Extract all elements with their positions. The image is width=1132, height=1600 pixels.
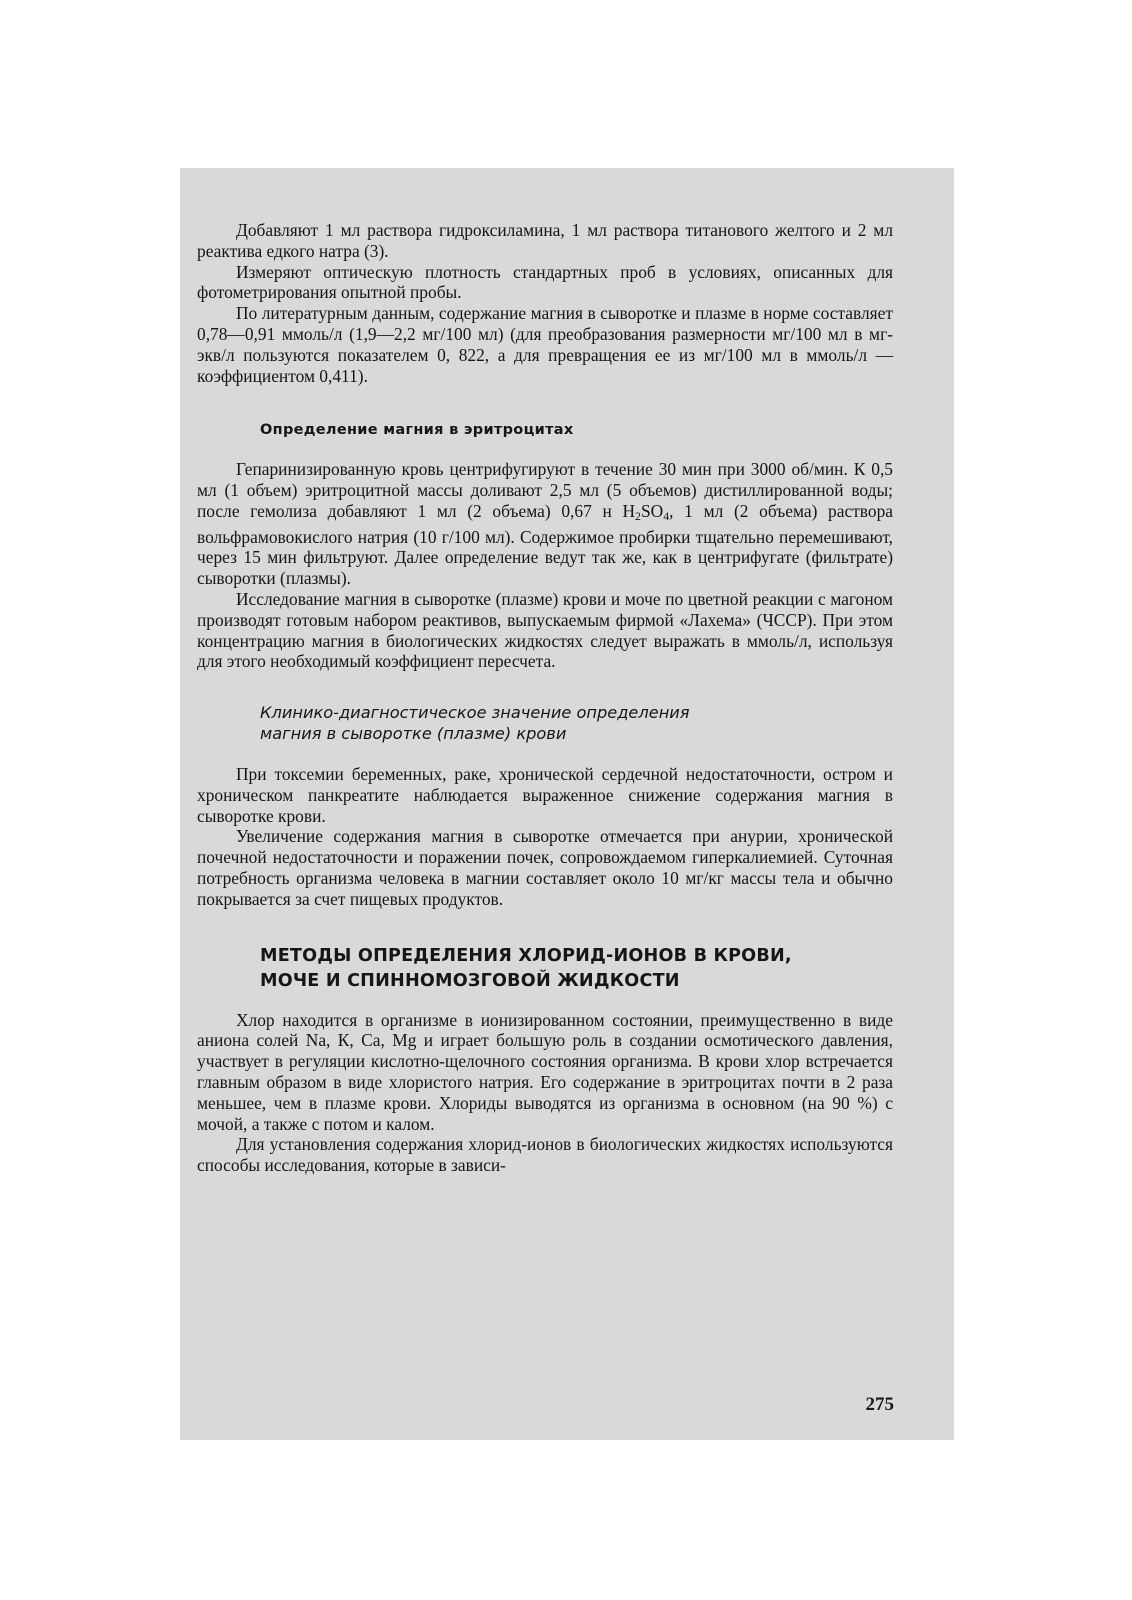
page-text-body xyxy=(197,220,893,1176)
paragraph-5: Исследование магния в сыворотке (плазме) крови и моче по цветной реакции с магоном производят готовым набором реактивов, выпускаемым фирмой «Лахема» (ЧССР). При этом концентрацию магния в биологических жидкостях следует выражать в ммоль/л, используя для этого необходимый коэффициент пересчета. xyxy=(197,588,893,672)
heading-line-1: МЕТОДЫ ОПРЕДЕЛЕНИЯ ХЛОРИД-ИОНОВ В КРОВИ, xyxy=(260,945,792,966)
paragraph-4-text-a: Гепаринизированную кровь центрифугируют в течение 30 мин при 3000 об/мин. К 0,5 мл (1 объем) эритроцитной массы доливают 2,5 мл (5 объемов) дистиллированной воды; после гемолиза добавляют 1 мл (2 объема) 0,67 н H xyxy=(197,459,893,521)
paragraph-2: Измеряют оптическую плотность стандартных проб в условиях, описанных для фотометрирования опытной пробы. xyxy=(197,261,893,303)
chapter-heading-chloride-methods xyxy=(260,944,893,994)
paragraph-8: Хлор находится в организме в ионизированном состоянии, преимущественно в виде аниона солей Na, К, Са, Mg и играет большую роль в создании осмотического давления, участвует в регуляции кислотно-щелочного состояния организма. В крови хлор встречается главным образом в виде хлористого натрия. Его содержание в эритроцитах почти в 2 раза меньшее, чем в плазме крови. Хлориды выводятся из организма в основном (на 90 %) с мочой, а также с потом и калом. xyxy=(197,1009,893,1134)
heading-line-1: Клинико-диагностическое значение определения xyxy=(260,703,690,723)
paragraph-4 xyxy=(197,459,893,589)
paragraph-4-text-b: SO xyxy=(640,500,664,521)
paragraph-3: По литературным данным, содержание магния в сыворотке и плазме в норме составляет 0,78—0,91 ммоль/л (1,9—2,2 мг/100 мл) (для преобразования размерности мг/100 мл в мг-экв/л пользуются показателем 0, 822, а для превращения ее из мг/100 мл в ммоль/л — коэффициентом 0,411). xyxy=(197,303,893,386)
paragraph-6: При токсемии беременных, раке, хронической сердечной недостаточности, остром и хроническом панкреатите наблюдается выраженное снижение содержания магния в сыворотке крови. xyxy=(197,764,893,826)
paragraph-7: Увеличение содержания магния в сыворотке отмечается при анурии, хронической почечной недостаточности и поражении почек, сопровождаемом гиперкалиемией. Суточная потребность организма человека в магнии составляет около 10 мг/кг массы тела и обычно покрывается за счет пищевых продуктов. xyxy=(197,826,893,909)
heading-line-2: магния в сыворотке (плазме) крови xyxy=(260,724,567,744)
section-heading-erythrocytes: Определение магния в эритроцитах xyxy=(260,422,574,439)
scanned-page xyxy=(180,168,954,1440)
subscript-4: 4 xyxy=(663,508,670,523)
paragraph-1: Добавляют 1 мл раствора гидроксиламина, 1 мл раствора титанового желтого и 2 мл реактива едкого натра (3). xyxy=(197,220,893,261)
paragraph-4-text-c: , 1 мл (2 объема) раствора вольфрамовокислого натрия (10 г/100 мл). Содержимое пробирки тщательно перемешивают, через 15 мин фильтруют. Далее определение ведут так же, как в центрифугате (фильтрате) сыворотки (плазмы). xyxy=(197,500,893,589)
section-heading-clinical-significance xyxy=(260,702,780,744)
paragraph-9: Для установления содержания хлорид-ионов в биологических жидкостях используются способы исследования, которые в зависи- xyxy=(197,1134,893,1176)
subscript-2: 2 xyxy=(635,508,641,523)
page-number: 275 xyxy=(865,1394,894,1415)
heading-line-2: МОЧЕ И СПИННОМОЗГОВОЙ ЖИДКОСТИ xyxy=(260,970,680,991)
